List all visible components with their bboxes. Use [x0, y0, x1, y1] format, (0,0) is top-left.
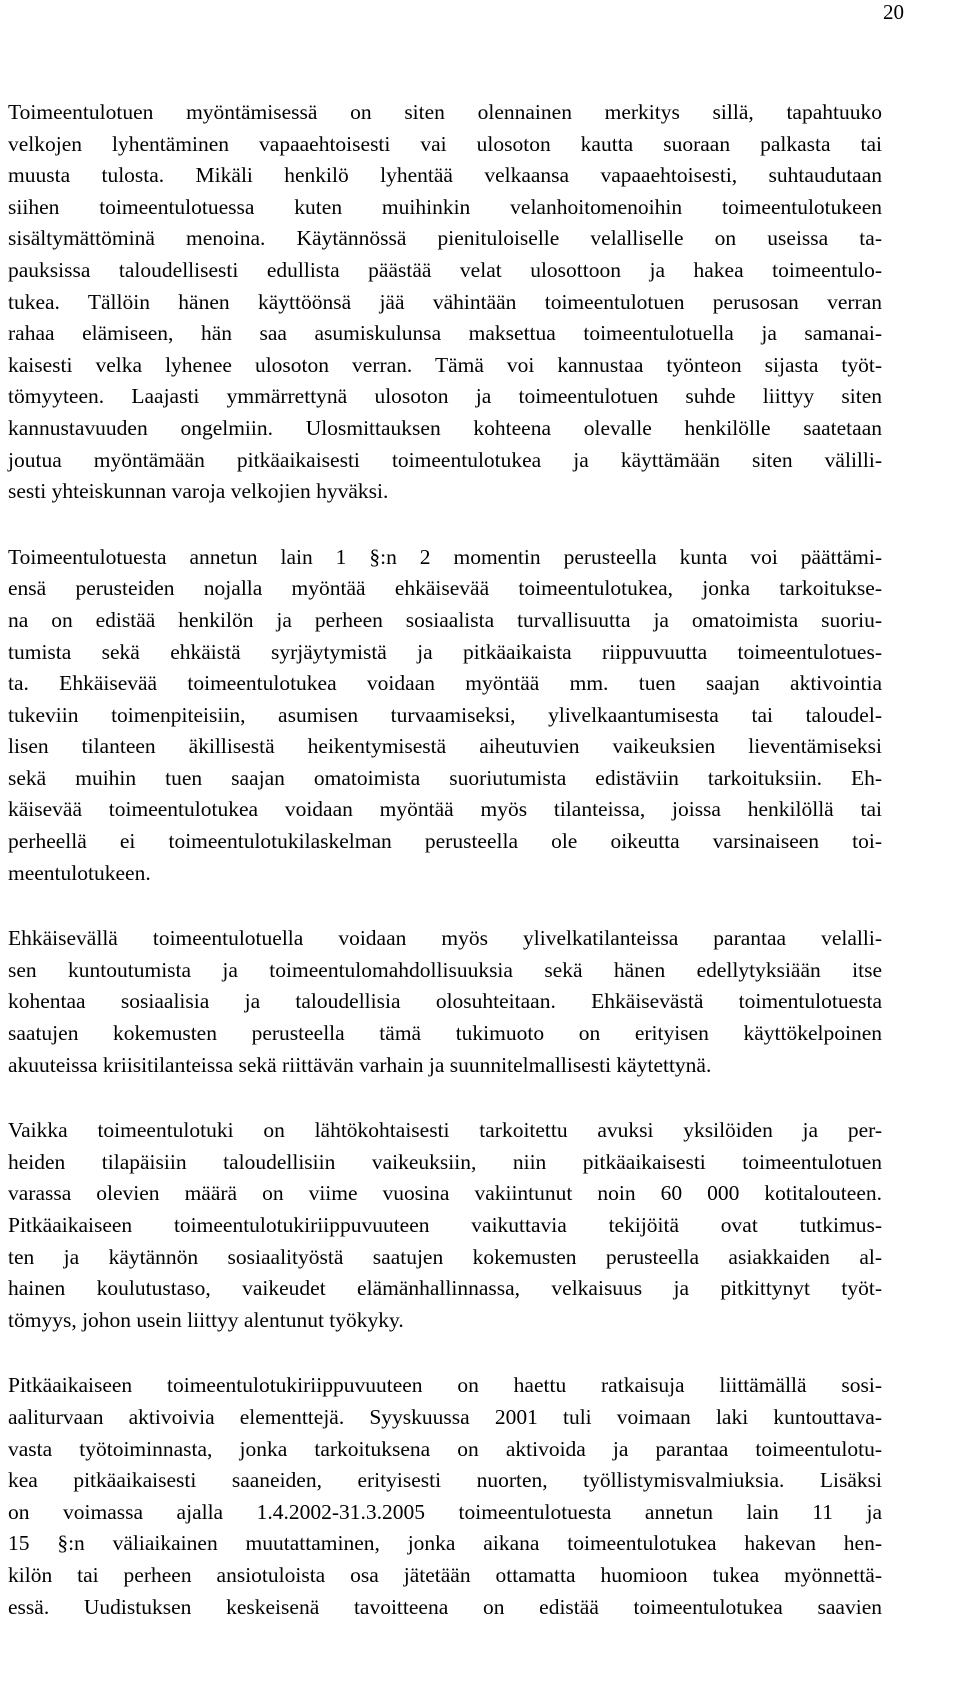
text-line: joutua myöntämään pitkäaikaisesti toimeentulotukea ja käyttämään siten välilli-: [8, 447, 882, 472]
text-line: tömyys, johon usein liittyy alentunut työkyky.: [8, 1307, 404, 1332]
page-number: 20: [883, 0, 904, 24]
text-line: Ehkäisevällä toimeentulotuella voidaan myös ylivelkatilanteissa parantaa velalli-: [8, 926, 882, 951]
text-line: sekä muihin tuen saajan omatoimista suoriutumista edistäviin tarkoituksiin. Eh-: [8, 765, 882, 790]
text-line: pauksissa taloudellisesti edullista päästää velat ulosottoon ja hakea toimeentulo-: [8, 257, 882, 282]
text-line: ta. Ehkäisevää toimeentulotukea voidaan myöntää mm. tuen saajan aktivointia: [8, 671, 882, 696]
text-line: Toimeentulotuen myöntämisessä on siten olennainen merkitys sillä, tapahtuuko: [8, 100, 882, 124]
text-line: sen kuntoutumista ja toimeentulomahdollisuuksia sekä hänen edellytyksiään itse: [8, 957, 882, 982]
text-line: ensä perusteiden nojalla myöntää ehkäisevää toimeentulotukea, jonka tarkoitukse-: [8, 576, 882, 601]
paragraph-5: [8, 1370, 882, 1623]
text-line: sisältymättöminä menoina. Käytännössä pienituloiselle velalliselle on useissa ta-: [8, 226, 882, 251]
text-line: tömyyteen. Laajasti ymmärrettynä ulosoton ja toimeentulotuen suhde liittyy siten: [8, 384, 882, 409]
text-line: varassa olevien määrä on viime vuosina vakiintunut noin 60 000 kotitalouteen.: [8, 1181, 882, 1206]
body-text: [8, 97, 882, 1657]
text-line: perheellä ei toimeentulotukilaskelman perusteella ole oikeutta varsinaiseen toi-: [8, 829, 882, 854]
text-line: käisevää toimeentulotukea voidaan myöntää myös tilanteissa, joissa henkilöllä tai: [8, 797, 882, 822]
text-line: Toimeentulotuesta annetun lain 1 §:n 2 momentin perusteella kunta voi päättämi-: [8, 544, 882, 569]
text-line: essä. Uudistuksen keskeisenä tavoitteena on edistää toimeentulotukea saavien: [8, 1594, 882, 1619]
text-line: kaisesti velka lyhenee ulosoton verran. Tämä voi kannustaa työnteon sijasta työt-: [8, 352, 882, 377]
text-line: tukea. Tällöin hänen käyttöönsä jää vähintään toimeentulotuen perusosan verran: [8, 289, 882, 314]
text-line: Vaikka toimeentulotuki on lähtökohtaisesti tarkoitettu avuksi yksilöiden ja per-: [8, 1118, 882, 1143]
text-line: on voimassa ajalla 1.4.2002-31.3.2005 toimeentulotuesta annetun lain 11 ja: [8, 1499, 882, 1524]
text-line: saatujen kokemusten perusteella tämä tukimuoto on erityisen käyttökelpoinen: [8, 1021, 882, 1046]
text-line: heiden tilapäisiin taloudellisiin vaikeuksiin, niin pitkäaikaisesti toimeentulotuen: [8, 1149, 882, 1174]
text-line: tukeviin toimenpiteisiin, asumisen turvaamiseksi, ylivelkaantumisesta tai taloudel-: [8, 702, 882, 727]
paragraph-3: [8, 923, 882, 1081]
text-line: muusta tulosta. Mikäli henkilö lyhentää velkaansa vapaaehtoisesti, suhtaudutaan: [8, 163, 882, 188]
text-line: kohentaa sosiaalisia ja taloudellisia olosuhteitaan. Ehkäisevästä toimentulotuesta: [8, 989, 882, 1014]
text-line: aaliturvaan aktivoivia elementtejä. Syyskuussa 2001 tuli voimaan laki kuntouttava-: [8, 1404, 882, 1429]
text-line: siihen toimeentulotuessa kuten muihinkin velanhoitomenoihin toimeentulotukeen: [8, 194, 882, 219]
text-line: meentulotukeen.: [8, 860, 151, 885]
text-line: 15 §:n väliaikainen muutattaminen, jonka aikana toimeentulotukea hakevan hen-: [8, 1531, 882, 1556]
text-line: akuuteissa kriisitilanteissa sekä riittävän varhain ja suunnitelmallisesti käytettynä.: [8, 1052, 712, 1077]
text-line: kea pitkäaikaisesti saaneiden, erityisesti nuorten, työllistymisvalmiuksia. Lisäksi: [8, 1468, 882, 1493]
text-line: sesti yhteiskunnan varoja velkojien hyväksi.: [8, 479, 389, 504]
text-line: na on edistää henkilön ja perheen sosiaalista turvallisuutta ja omatoimista suoriu-: [8, 607, 882, 632]
text-line: ten ja käytännön sosiaalityöstä saatujen kokemusten perusteella asiakkaiden al-: [8, 1244, 882, 1269]
text-line: Pitkäaikaiseen toimeentulotukiriippuvuuteen on haettu ratkaisuja liittämällä sosi-: [8, 1373, 882, 1398]
paragraph-1: [8, 97, 882, 508]
text-line: lisen tilanteen äkillisestä heikentymisestä aiheutuvien vaikeuksien lieventämiseksi: [8, 734, 882, 759]
text-line: kannustavuuden ongelmiin. Ulosmittauksen kohteena olevalle henkilölle saatetaan: [8, 415, 882, 440]
paragraph-2: [8, 542, 882, 890]
text-line: Pitkäaikaiseen toimeentulotukiriippuvuuteen vaikuttavia tekijöitä ovat tutkimus-: [8, 1213, 882, 1237]
text-line: rahaa elämiseen, hän saa asumiskulunsa maksettua toimeentulotuella ja samanai-: [8, 321, 882, 346]
text-line: velkojen lyhentäminen vapaaehtoisesti vai ulosoton kautta suoraan palkasta tai: [8, 131, 882, 156]
text-line: kilön tai perheen ansiotuloista osa jätetään ottamatta huomioon tukea myönnettä-: [8, 1562, 882, 1587]
text-line: tumista sekä ehkäistä syrjäytymistä ja pitkäaikaista riippuvuutta toimeentulotues-: [8, 639, 882, 664]
paragraph-4: [8, 1115, 882, 1336]
text-line: hainen koulutustaso, vaikeudet elämänhallinnassa, velkaisuus ja pitkittynyt työt-: [8, 1276, 882, 1301]
text-line: vasta työtoiminnasta, jonka tarkoituksena on aktivoida ja parantaa toimeentulotu-: [8, 1436, 882, 1461]
